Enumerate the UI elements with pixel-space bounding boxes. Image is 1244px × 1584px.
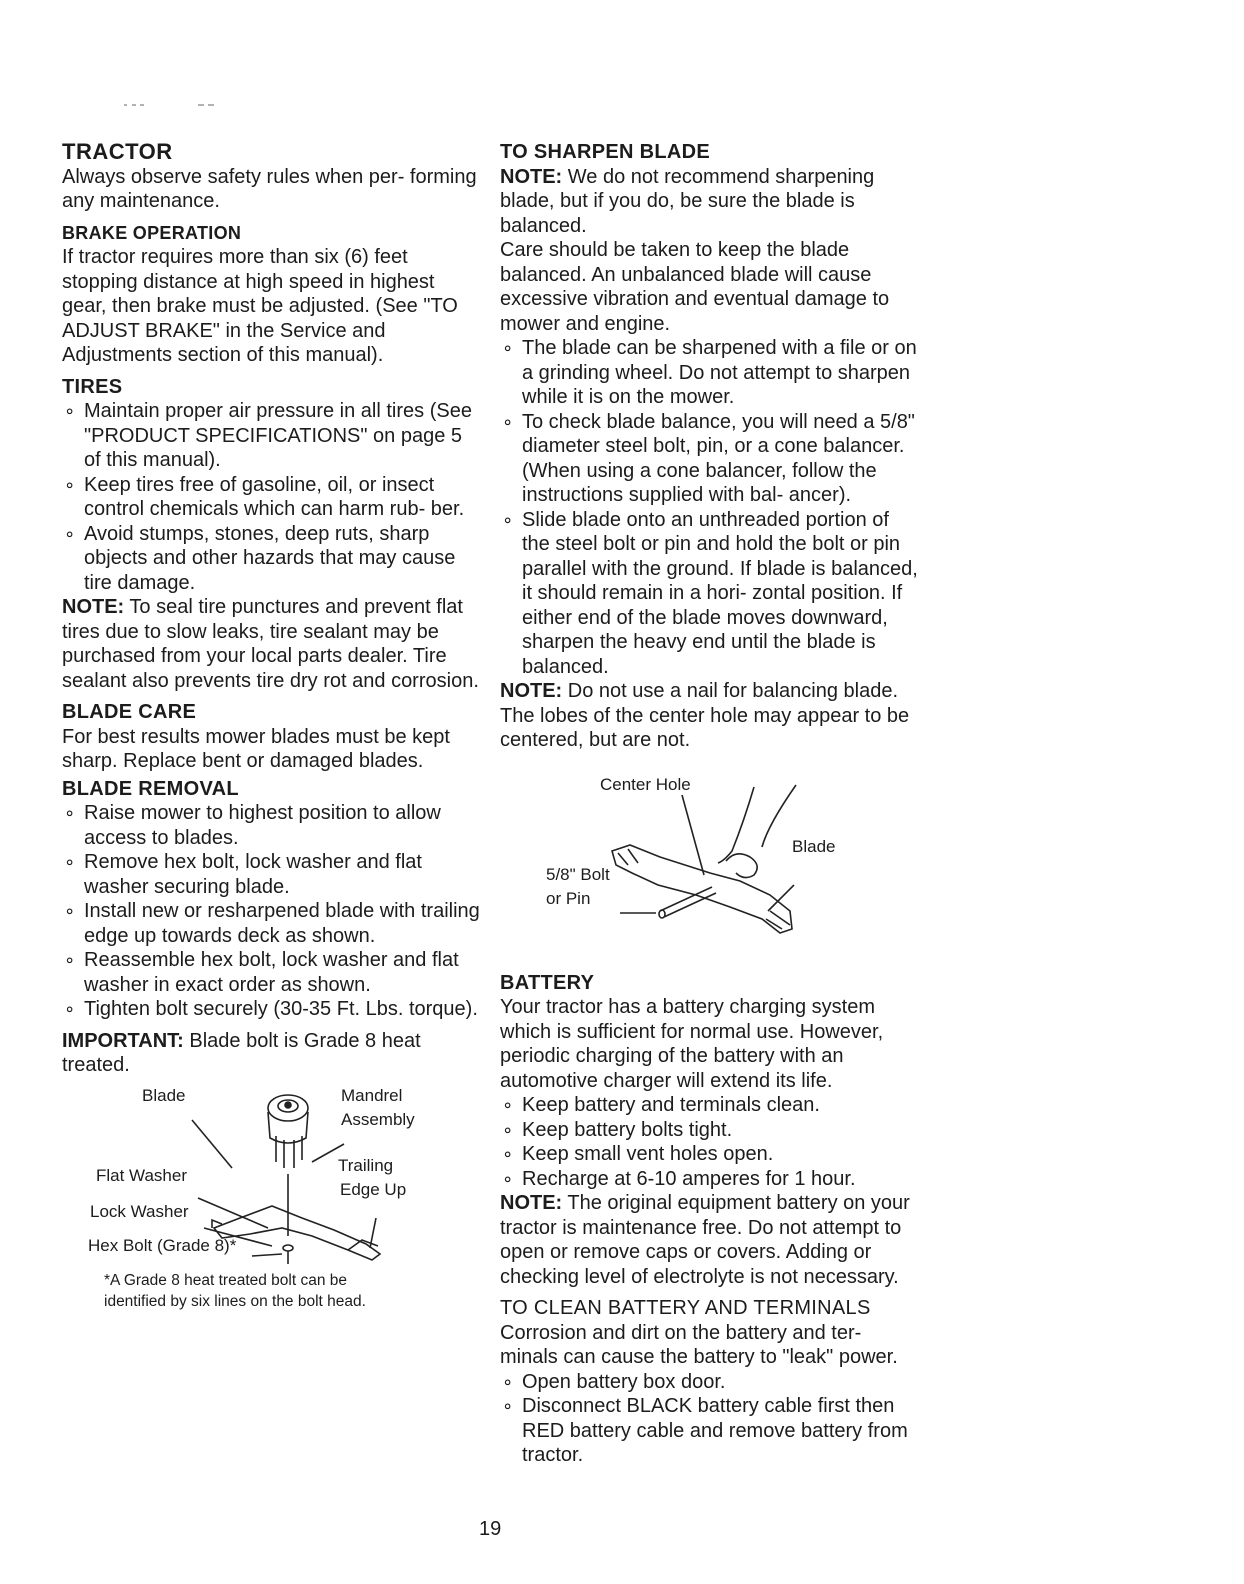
scan-marks <box>122 96 222 104</box>
sharpen-note <box>500 165 920 239</box>
list-item: ∘ Keep battery and terminals clean. <box>500 1093 920 1118</box>
sharpen-blade-heading: TO SHARPEN BLADE <box>500 141 711 163</box>
note-text: The original equipment battery on your tractor is maintenance free. Do not attempt to open or remove caps or covers. Adding or checking level of electrolyte is not necessary. <box>500 1192 910 1288</box>
blade-removal-heading: BLADE REMOVAL <box>62 777 239 800</box>
label-blade: Blade <box>142 1085 186 1105</box>
list-item: ∘ The blade can be sharpened with a file or on a grinding wheel. Do not attempt to sharpen while it is on the mower. <box>500 336 920 410</box>
note-text: We do not recommend sharpening blade, but if you do, be sure the blade is balanced. <box>500 165 875 237</box>
list-item: ∘ Raise mower to highest position to allow access to blades. <box>62 801 482 850</box>
important-label: IMPORTANT: <box>62 1029 184 1052</box>
important-text: Blade bolt is Grade 8 heat treated. <box>62 1029 421 1076</box>
label-mandrel-1: Mandrel <box>341 1085 403 1105</box>
label-center-hole: Center Hole <box>600 774 691 794</box>
clean-battery-text: Corrosion and dirt on the battery and ter- minals can cause the battery to "leak" power. <box>500 1321 898 1368</box>
list-item: ∘ Recharge at 6-10 amperes for 1 hour. <box>500 1167 920 1192</box>
list-item: ∘ Tighten bolt securely (30-35 Ft. Lbs. torque). <box>62 997 482 1022</box>
list-item: ∘ Open battery box door. <box>500 1370 920 1395</box>
battery-text: Your tractor has a battery charging system which is sufficient for normal use. However, periodic charging of the battery with an automotive charger will extend its life. <box>500 996 884 1092</box>
label-bolt-2: or Pin <box>546 888 591 908</box>
list-item: ∘ Install new or resharpened blade with trailing edge up towards deck as shown. <box>62 899 482 948</box>
list-item: ∘ Disconnect BLACK battery cable first then RED battery cable and remove battery from tractor. <box>500 1394 920 1468</box>
label-mandrel-2: Assembly <box>341 1109 415 1129</box>
tires-note <box>62 595 482 693</box>
footnote-line-1: *A Grade 8 heat treated bolt can be <box>104 1271 348 1289</box>
clean-battery-heading: TO CLEAN BATTERY AND TERMINALS <box>500 1297 871 1319</box>
sharpen-list <box>500 336 920 679</box>
blade-removal-list <box>62 801 482 1022</box>
list-item: ∘ Keep battery bolts tight. <box>500 1118 920 1143</box>
important-note <box>62 1029 482 1078</box>
tires-heading: TIRES <box>62 375 123 398</box>
note-label: NOTE: <box>500 165 563 188</box>
list-item: ∘ Keep small vent holes open. <box>500 1142 920 1167</box>
blade-assembly-figure <box>62 1078 482 1268</box>
note-label: NOTE: <box>62 596 125 618</box>
blade-care-heading: BLADE CARE <box>62 701 197 723</box>
label-trailing-1: Trailing <box>338 1155 394 1175</box>
tires-list <box>62 399 482 595</box>
label-trailing-2: Edge Up <box>340 1179 407 1199</box>
list-item: ∘ Reassemble hex bolt, lock washer and flat washer in exact order as shown. <box>62 948 482 997</box>
note-text: Do not use a nail for balancing blade. The lobes of the center hole may appear to be centered, but are not. <box>500 680 910 751</box>
list-item: ∘ Remove hex bolt, lock washer and flat washer securing blade. <box>62 850 482 899</box>
label-blade: Blade <box>792 836 836 856</box>
right-column <box>500 140 920 1468</box>
note-label: NOTE: <box>500 680 563 702</box>
label-bolt-1: 5/8" Bolt <box>546 864 610 884</box>
list-item: ∘ Maintain proper air pressure in all tires (See "PRODUCT SPECIFICATIONS" on page 5 of this manual). <box>62 399 482 473</box>
tractor-heading: TRACTOR <box>62 139 173 164</box>
note-label: NOTE: <box>500 1192 563 1214</box>
note-text: To seal tire punctures and prevent flat tires due to slow leaks, tire sealant may be purchased from your local parts dealer. Tire sealant also prevents tire dry rot and corrosion. <box>62 596 479 692</box>
list-item: ∘ Keep tires free of gasoline, oil, or insect control chemicals which can harm rub- ber. <box>62 473 482 522</box>
blade-care-text: For best results mower blades must be kept sharp. Replace bent or damaged blades. <box>62 725 450 772</box>
list-item: ∘ Slide blade onto an unthreaded portion of the steel bolt or pin and hold the bolt or pin parallel with the ground. If blade is balanced, it should remain in a hori- zontal position. If either end of the blade moves downward, sharpen the heavy end until the blade is balanced. <box>500 508 920 680</box>
page-number: 19 <box>479 1518 502 1540</box>
brake-operation-text: If tractor requires more than six (6) feet stopping distance at high speed in highest gear, then brake must be adjusted. (See "TO ADJUST BRAKE" in the Service and Adjustments section of this manual). <box>62 246 458 366</box>
battery-note <box>500 1191 920 1289</box>
list-item: ∘ Avoid stumps, stones, deep ruts, sharp objects and other hazards that may cause tire damage. <box>62 522 482 596</box>
list-item: ∘ To check blade balance, you will need a 5/8" diameter steel bolt, pin, or a cone balancer. (When using a cone balancer, follow the instructions supplied with bal- ancer). <box>500 410 920 508</box>
battery-heading: BATTERY <box>500 971 595 994</box>
footnote-line-2: identified by six lines on the bolt head. <box>104 1292 366 1310</box>
clean-battery-list <box>500 1370 920 1468</box>
nail-note <box>500 679 920 753</box>
tractor-intro: Always observe safety rules when per- forming any maintenance. <box>62 165 477 212</box>
balance-figure <box>500 761 920 971</box>
label-lock-washer: Lock Washer <box>90 1201 189 1221</box>
brake-operation-heading: BRAKE OPERATION <box>62 222 242 243</box>
label-hex-bolt: Hex Bolt (Grade 8)* <box>88 1235 237 1255</box>
battery-list <box>500 1093 920 1191</box>
label-flat-washer: Flat Washer <box>96 1165 188 1185</box>
left-column <box>62 140 482 1312</box>
sharpen-text: Care should be taken to keep the blade balanced. An unbalanced blade will cause excessive vibration and eventual damage to mower and engine. <box>500 239 890 335</box>
